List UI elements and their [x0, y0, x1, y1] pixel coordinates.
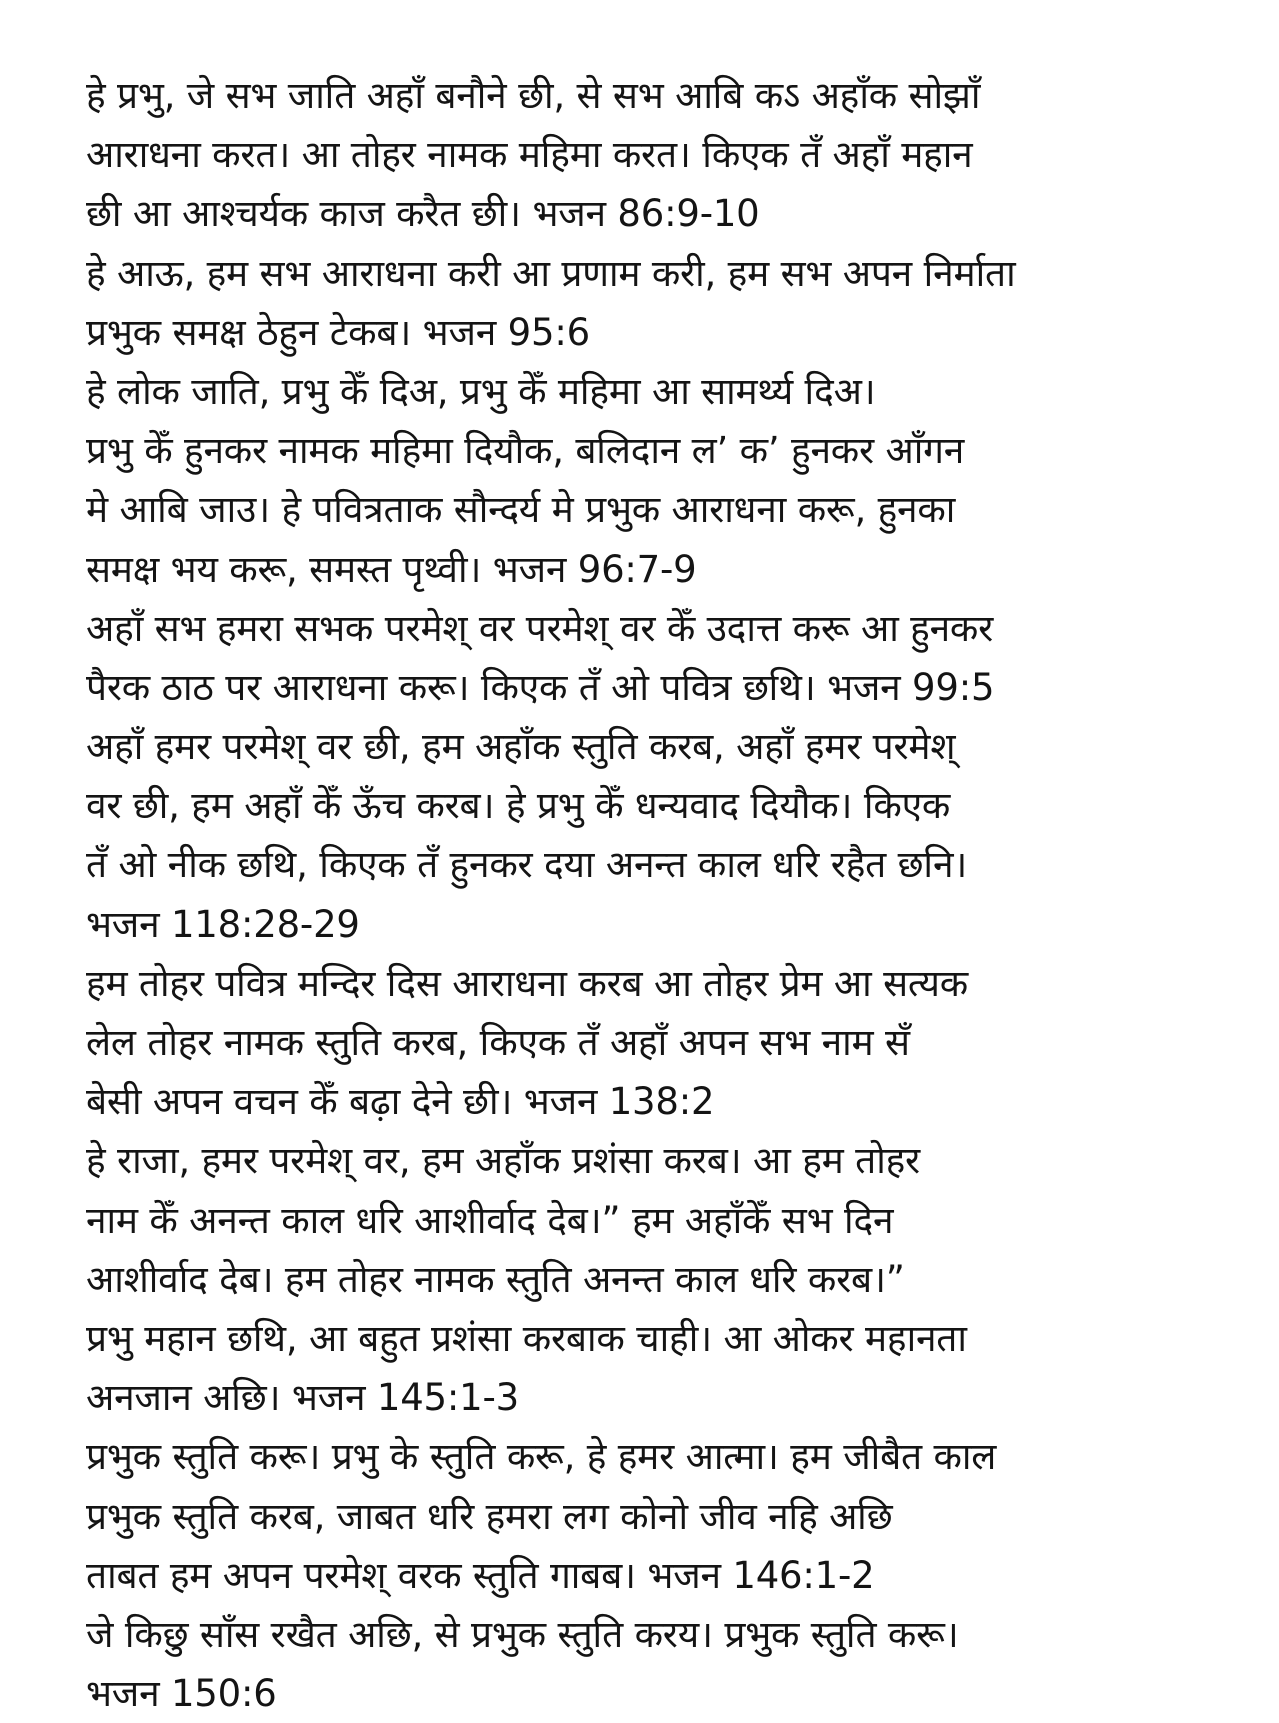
text-line: आराधना करत। आ तोहर नामक महिमा करत। किएक तँ अहाँ महान — [86, 133, 973, 177]
text-line: हे प्रभु, जे सभ जाति अहाँ बनौने छी, से सभ आबि कऽ अहाँक सोझाँ — [86, 74, 981, 117]
text-line: भजन 118:28-29 — [86, 902, 360, 946]
text-line: प्रभु केँ हुनकर नामक महिमा दियौक, बलिदान ल’ क’ हुनकर आँगन — [86, 429, 965, 473]
text-line: वर छी, हम अहाँ केँ ऊँच करब। हे प्रभु केँ धन्यवाद दियौक। किएक — [86, 784, 951, 828]
text-line: भजन 150:6 — [86, 1672, 277, 1716]
text-line: अहाँ सभ हमरा सभक परमेश् वर परमेश् वर केँ उदात्त करू आ हुनकर — [86, 606, 994, 650]
text-line: हे राजा, हमर परमेश् वर, हम अहाँक प्रशंसा करब। आ हम तोहर — [86, 1139, 920, 1183]
text-line: पैरक ठाठ पर आराधना करू। किएक तँ ओ पवित्र छथि। भजन 99:5 — [86, 665, 995, 709]
text-line: प्रभुक स्तुति करब, जाबत धरि हमरा लग कोनो जीव नहि अछि — [86, 1494, 893, 1538]
text-line: मे आबि जाउ। हे पवित्रताक सौन्दर्य मे प्रभुक आराधना करू, हुनका — [86, 488, 956, 532]
text-line: लेल तोहर नामक स्तुति करब, किएक तँ अहाँ अपन सभ नाम सँ — [86, 1021, 910, 1064]
text-line: हे आऊ, हम सभ आराधना करी आ प्रणाम करी, हम सभ अपन निर्माता — [86, 251, 1016, 295]
text-line: हम तोहर पवित्र मन्दिर दिस आराधना करब आ तोहर प्रेम आ सत्यक — [86, 961, 968, 1005]
text-line: प्रभुक स्तुति करू। प्रभु के स्तुति करू, हे हमर आत्मा। हम जीबैत काल — [86, 1435, 997, 1479]
scripture-text-block — [86, 66, 1216, 1723]
text-line: प्रभुक समक्ष ठेहुन टेकब। भजन 95:6 — [86, 310, 590, 354]
text-line: समक्ष भय करू, समस्त पृथ्वी। भजन 96:7-9 — [86, 547, 697, 591]
text-line: तँ ओ नीक छथि, किएक तँ हुनकर दया अनन्त काल धरि रहैत छनि। — [86, 843, 968, 887]
text-line: प्रभु महान छथि, आ बहुत प्रशंसा करबाक चाही। आ ओकर महानता — [86, 1316, 967, 1360]
text-line: नाम केँ अनन्त काल धरि आशीर्वाद देब।” हम अहाँकेँ सभ दिन — [86, 1198, 894, 1242]
text-line: अहाँ हमर परमेश् वर छी, हम अहाँक स्तुति करब, अहाँ हमर परमेश् — [86, 725, 956, 769]
text-line: बेसी अपन वचन केँ बढ़ा देने छी। भजन 138:2 — [86, 1080, 715, 1124]
text-line: ताबत हम अपन परमेश् वरक स्तुति गाबब। भजन 146:1-2 — [86, 1553, 875, 1597]
text-line: अनजान अछि। भजन 145:1-3 — [86, 1376, 519, 1420]
text-line: जे किछु साँस रखैत अछि, से प्रभुक स्तुति करय। प्रभुक स्तुति करू। — [86, 1612, 959, 1656]
text-line: छी आ आश्चर्यक काज करैत छी। भजन 86:9-10 — [86, 192, 760, 236]
text-line: आशीर्वाद देब। हम तोहर नामक स्तुति अनन्त काल धरि करब।” — [86, 1257, 905, 1301]
text-line: हे लोक जाति, प्रभु केँ दिअ, प्रभु केँ महिमा आ सामर्थ्य दिअ। — [86, 369, 876, 413]
